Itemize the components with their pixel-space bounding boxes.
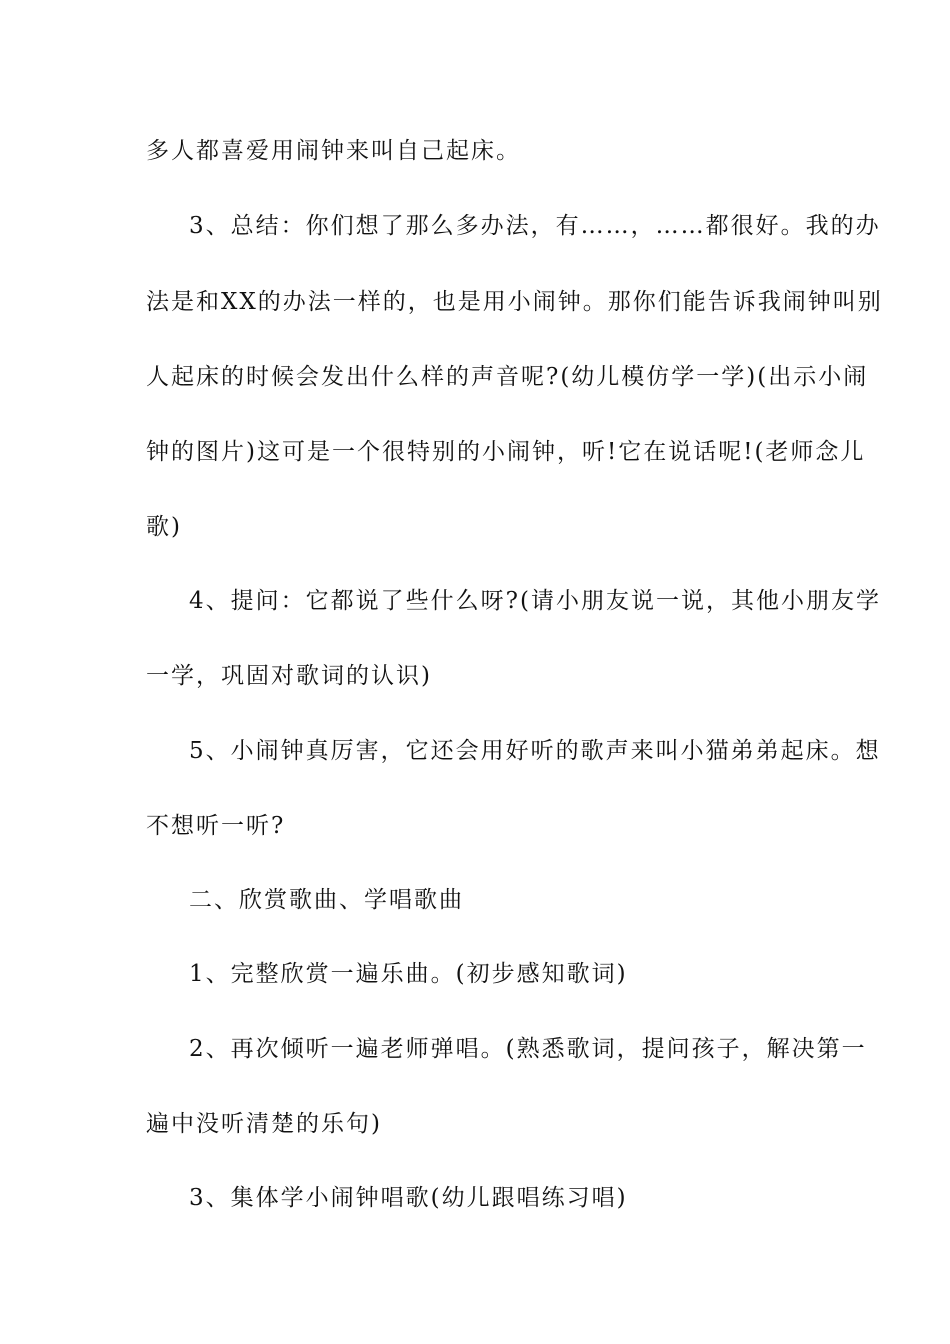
text-line-5: 钟的图片)这可是一个很特别的小闹钟，听!它在说话呢!(老师念儿	[146, 439, 866, 465]
text-line-6: 歌)	[146, 514, 182, 540]
text-line-15: 3、集体学小闹钟唱歌(幼儿跟唱练习唱)	[189, 1185, 628, 1211]
text-line-3: 法是和XX的办法一样的，也是用小闹钟。那你们能告诉我闹钟叫别	[146, 289, 883, 315]
text-line-12: 1、完整欣赏一遍乐曲。(初步感知歌词)	[189, 961, 628, 987]
text-line-4: 人起床的时候会发出什么样的声音呢?(幼儿模仿学一学)(出示小闹	[146, 364, 869, 390]
section-heading: 二、欣赏歌曲、学唱歌曲	[189, 887, 464, 913]
text-line-13: 2、再次倾听一遍老师弹唱。(熟悉歌词，提问孩子，解决第一	[189, 1036, 867, 1062]
text-line-7: 4、提问：它都说了些什么呀?(请小朋友说一说，其他小朋友学	[189, 588, 881, 614]
text-line-8: 一学，巩固对歌词的认识)	[146, 663, 432, 689]
text-line-10: 不想听一听?	[146, 813, 286, 839]
text-line-14: 遍中没听清楚的乐句)	[146, 1111, 382, 1137]
text-line-9: 5、小闹钟真厉害，它还会用好听的歌声来叫小猫弟弟起床。想	[189, 738, 881, 764]
text-line-1: 多人都喜爱用闹钟来叫自己起床。	[146, 138, 521, 164]
text-line-2: 3、总结：你们想了那么多办法，有……，……都很好。我的办	[189, 213, 881, 239]
